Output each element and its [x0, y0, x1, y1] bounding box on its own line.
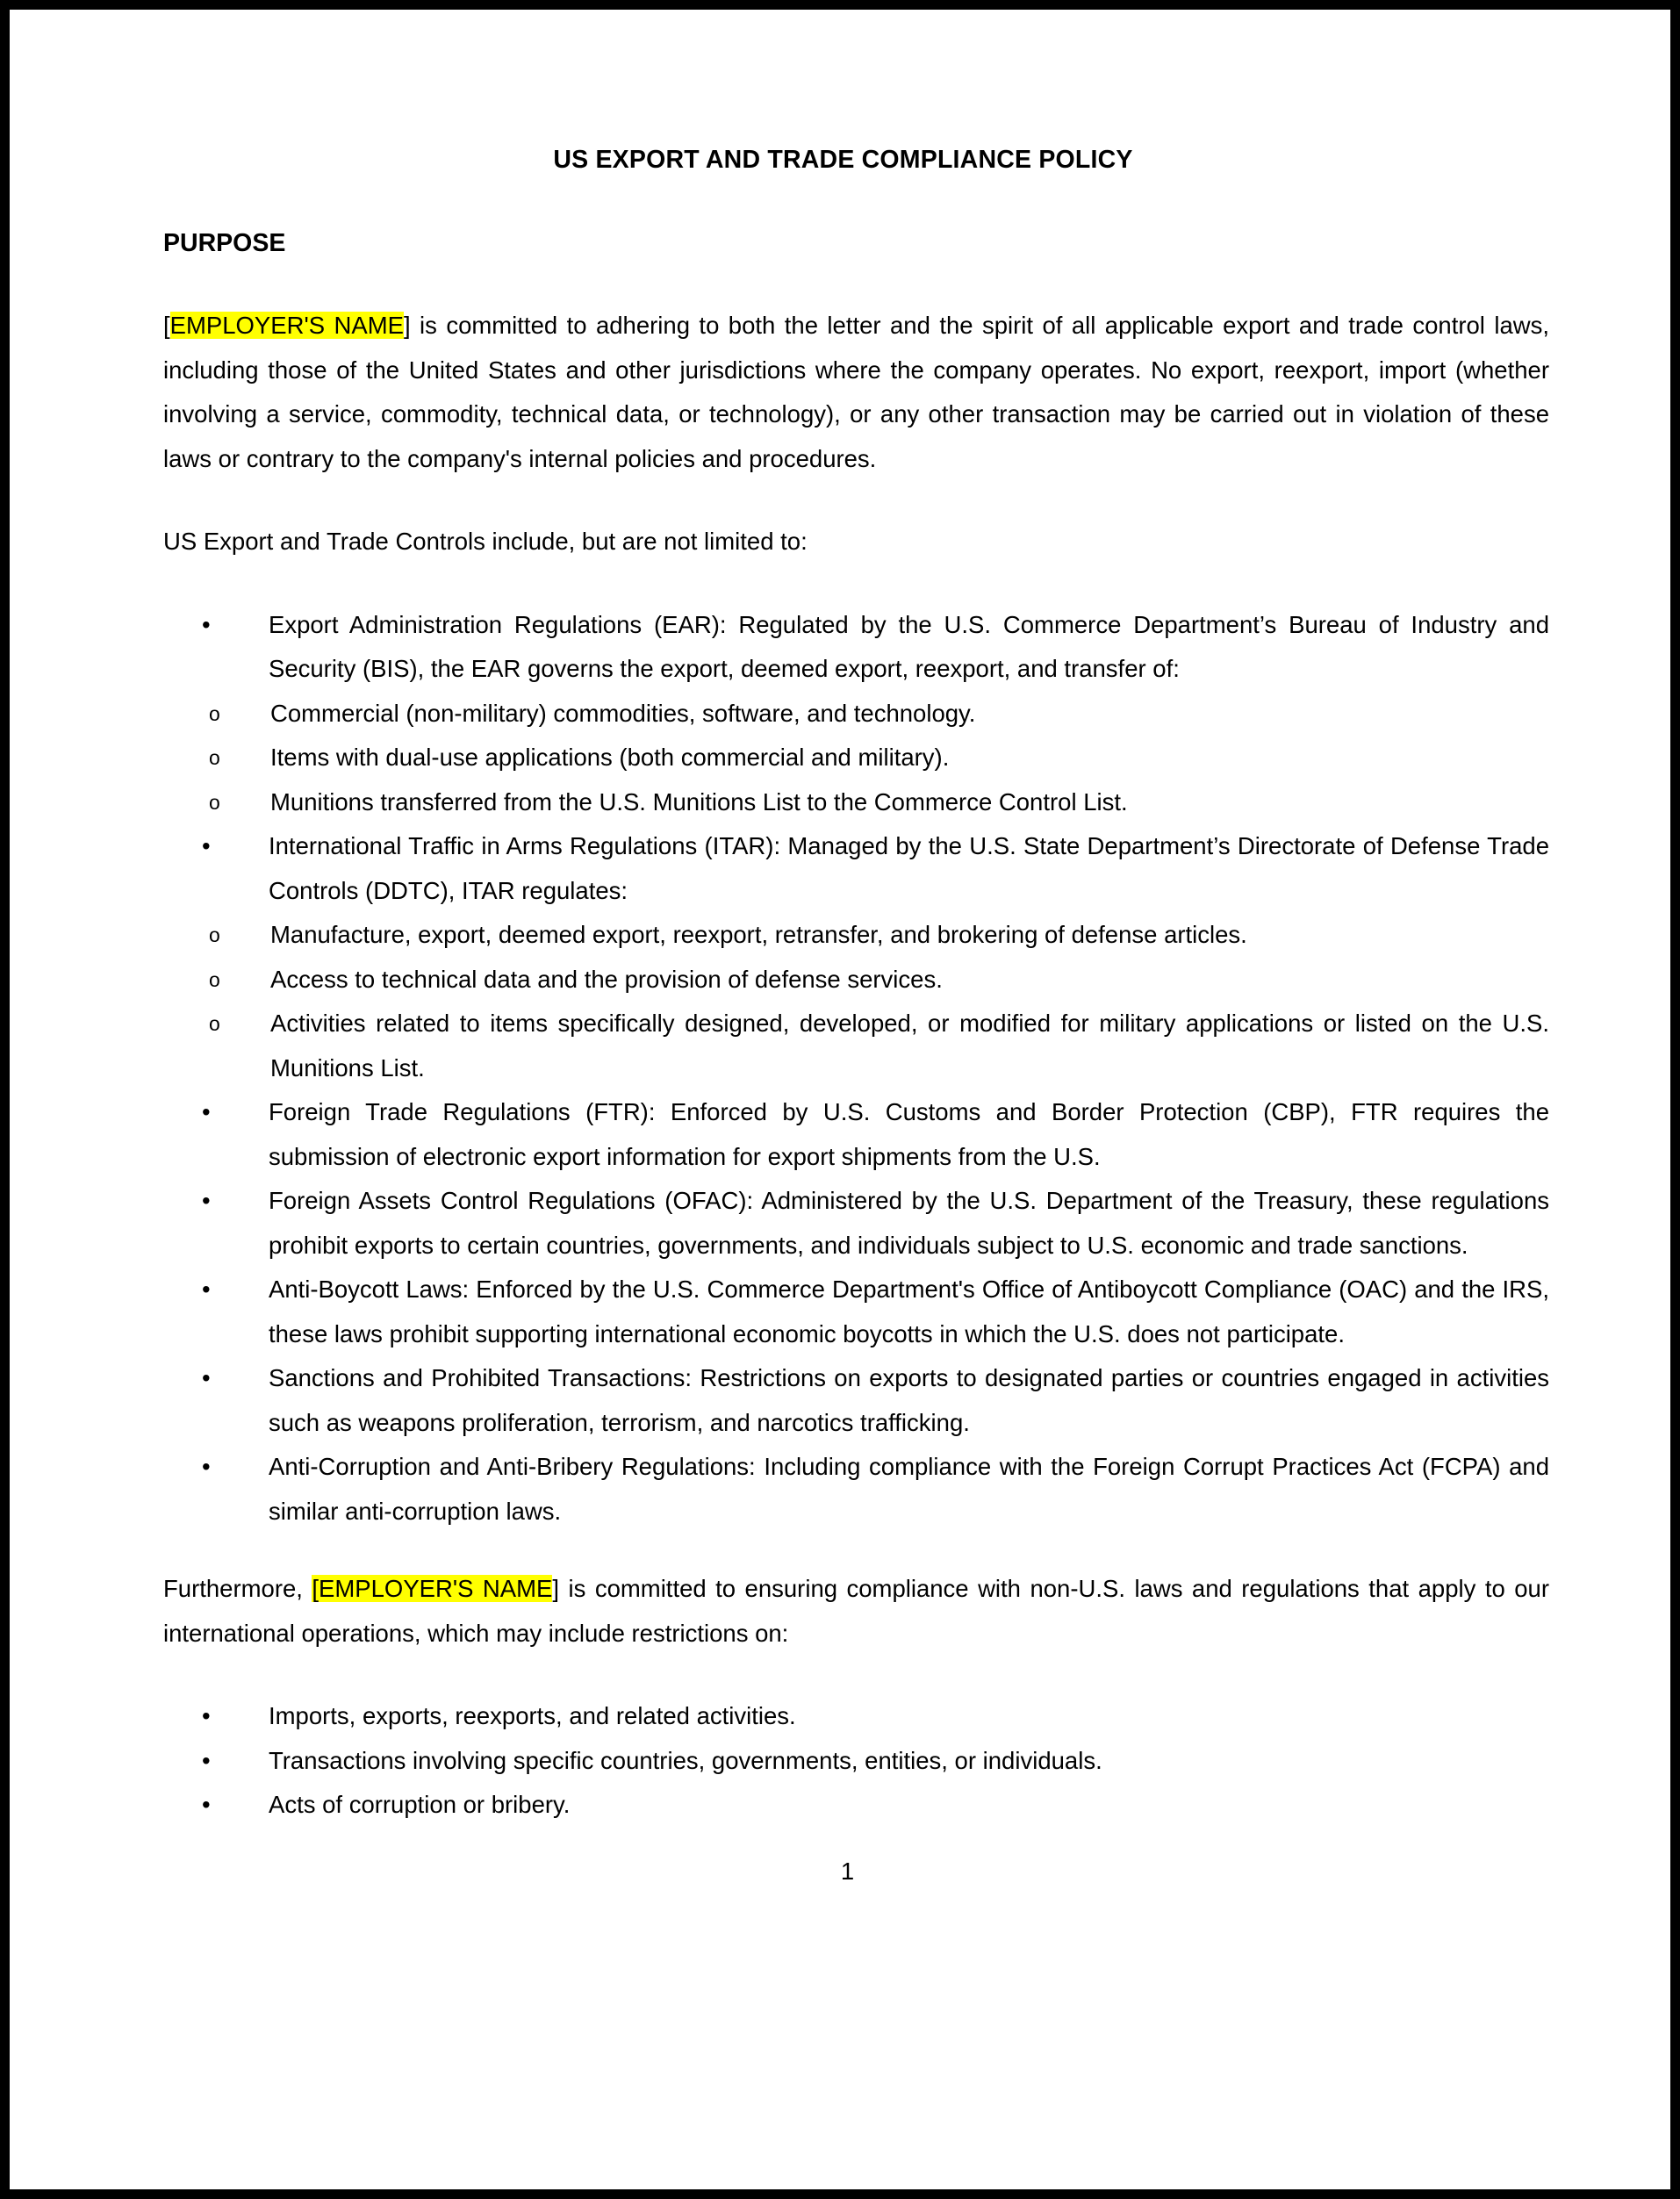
- employer-name-placeholder: [EMPLOYER'S NAME: [312, 1575, 553, 1602]
- bullet-icon: •: [202, 1453, 211, 1480]
- controls-sublist-itar: [163, 913, 1549, 1090]
- list-item-label: Sanctions and Prohibited Transactions: Restrictions on exports to designated parties or countries engaged in activities such as weapons proliferation, terrorism, and narcotics trafficking.: [269, 1364, 1549, 1436]
- list-item: [163, 1179, 1549, 1268]
- list-item: [163, 692, 1549, 737]
- section-heading-purpose: PURPOSE: [163, 229, 286, 257]
- circle-bullet-icon: o: [209, 701, 220, 725]
- bullet-icon: •: [202, 1276, 211, 1303]
- employer-name-placeholder: EMPLOYER'S NAME: [169, 312, 404, 339]
- list-item-label: Transactions involving specific countries, governments, entities, or individuals.: [269, 1746, 1102, 1774]
- list-item: [163, 736, 1549, 780]
- list-item-label: Anti-Boycott Laws: Enforced by the U.S. Commerce Department's Office of Antiboycott Compliance (OAC) and the IRS, these laws prohibit supporting international economic boycotts in which the U.S. does not participate.: [269, 1276, 1549, 1347]
- bullet-icon: •: [202, 832, 211, 859]
- list-item: [163, 603, 1549, 692]
- purpose-paragraph: [163, 304, 1549, 481]
- non-us-paragraph-rest: is committed to ensuring compliance with non-U.S. laws and regulations that apply to our international operations, which may include restrictions on:: [163, 1575, 1549, 1647]
- list-item-label: Acts of corruption or bribery.: [269, 1791, 571, 1818]
- list-item: [163, 1445, 1549, 1534]
- purpose-paragraph-rest: is committed to adhering to both the letter and the spirit of all applicable export and trade control laws, including those of the United States and other jurisdictions where the company operates. No export, reexport, import (whether involving a service, commodity, technical data, or technology), or any other transaction may be carried out in violation of these laws or contrary to the company's internal policies and procedures.: [163, 312, 1549, 472]
- list-item: [163, 913, 1549, 958]
- list-item-label: Manufacture, export, deemed export, reexport, retransfer, and brokering of defense articles.: [270, 921, 1247, 948]
- circle-bullet-icon: o: [209, 790, 220, 814]
- bullet-icon: •: [202, 1791, 211, 1818]
- list-item-label: Munitions transferred from the U.S. Munitions List to the Commerce Control List.: [270, 787, 1128, 816]
- list-item: [163, 1268, 1549, 1356]
- list-item: [163, 824, 1549, 913]
- list-item: [163, 1739, 1549, 1784]
- spacer: [163, 1534, 1549, 1567]
- list-item-label: Access to technical data and the provision of defense services.: [270, 965, 943, 993]
- page-content: [10, 10, 1670, 2189]
- non-us-restrictions-list: [163, 1694, 1549, 1828]
- controls-lead-in: US Export and Trade Controls include, but are not limited to:: [163, 528, 808, 555]
- list-item: [163, 1090, 1549, 1179]
- circle-bullet-icon: o: [209, 1012, 220, 1035]
- list-item-label: Foreign Trade Regulations (FTR): Enforced by U.S. Customs and Border Protection (CBP), FTR requires the submission of electronic export information for export shipments from the U.S.: [269, 1098, 1549, 1170]
- non-us-paragraph-prefix: Furthermore,: [163, 1575, 312, 1602]
- list-item-label: Commercial (non-military) commodities, software, and technology.: [270, 699, 976, 727]
- controls-list: [163, 603, 1549, 1534]
- controls-sublist-ear: [163, 692, 1549, 825]
- bullet-icon: •: [202, 1364, 211, 1391]
- list-item-label: Items with dual-use applications (both commercial and military).: [270, 744, 950, 771]
- bracket-close: ]: [552, 1575, 560, 1602]
- bullet-icon: •: [202, 1187, 211, 1214]
- non-us-paragraph: [163, 1567, 1549, 1656]
- bullet-icon: •: [202, 1098, 211, 1125]
- circle-bullet-icon: o: [209, 967, 220, 991]
- list-item: [163, 1694, 1549, 1739]
- circle-bullet-icon: o: [209, 746, 220, 769]
- list-item: [163, 1783, 1549, 1828]
- list-item-label: Foreign Assets Control Regulations (OFAC): Administered by the U.S. Department of the Treasury, these regulations prohibit exports to certain countries, governments, and individuals subject to U.S. economic and trade sanctions.: [269, 1187, 1549, 1259]
- bracket-close: ]: [403, 312, 411, 339]
- list-item-label: Imports, exports, reexports, and related activities.: [269, 1702, 796, 1729]
- list-item-label: International Traffic in Arms Regulations (ITAR): Managed by the U.S. State Department’s Directorate of Defense Trade Controls (DDTC), ITAR regulates:: [269, 832, 1549, 904]
- bullet-icon: •: [202, 1702, 211, 1729]
- bullet-icon: •: [202, 610, 211, 638]
- list-item: [163, 1356, 1549, 1445]
- list-item: [163, 1002, 1549, 1090]
- list-item-label: Anti-Corruption and Anti-Bribery Regulations: Including compliance with the Foreign Corrupt Practices Act (FCPA) and similar anti-corruption laws.: [269, 1453, 1549, 1525]
- list-item: [163, 780, 1549, 825]
- bracket-open: [: [163, 312, 170, 339]
- circle-bullet-icon: o: [209, 923, 220, 946]
- list-item-label: Activities related to items specifically designed, developed, or modified for military applications or listed on the U.S. Munitions List.: [270, 1010, 1549, 1082]
- list-item: [163, 958, 1549, 1002]
- page-number: 1: [840, 1857, 855, 1885]
- list-item-label: Export Administration Regulations (EAR): Regulated by the U.S. Commerce Department’s Bureau of Industry and Security (BIS), the EAR governs the export, deemed export, reexport, and transfer of:: [269, 610, 1549, 682]
- page-title: US EXPORT AND TRADE COMPLIANCE POLICY: [553, 146, 1133, 174]
- bullet-icon: •: [202, 1746, 211, 1774]
